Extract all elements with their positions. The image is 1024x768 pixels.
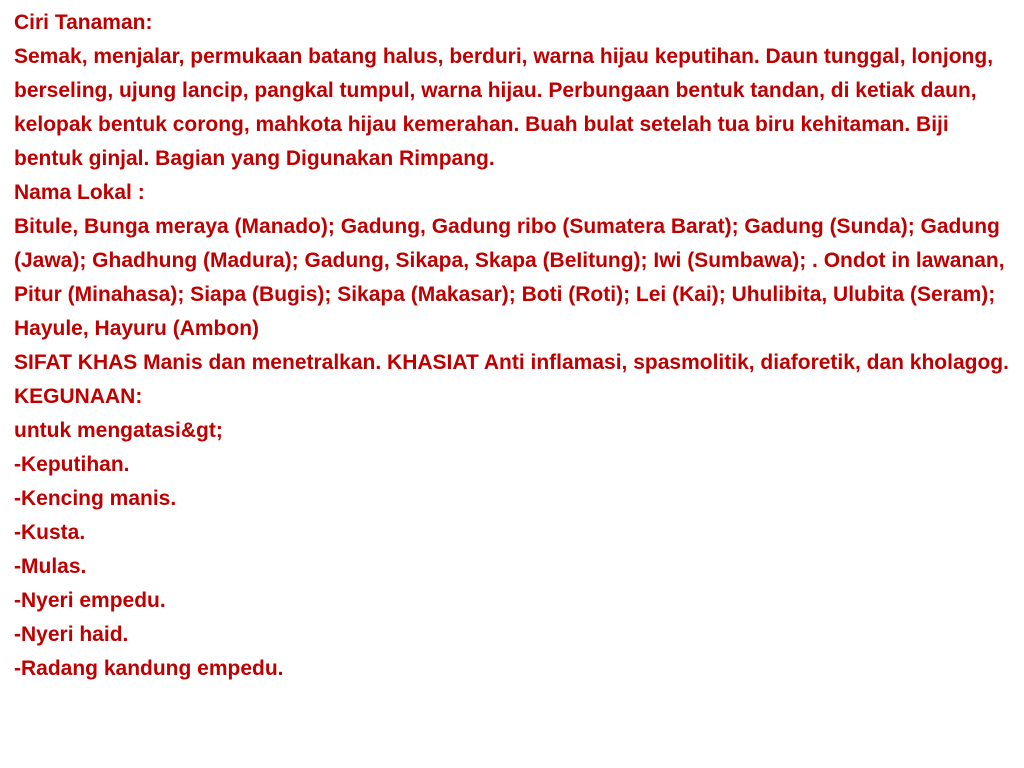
list-item: -Kencing manis. (14, 487, 177, 510)
list-item: -Nyeri haid. (14, 623, 129, 646)
list-item: -Mulas. (14, 555, 87, 578)
list-item: -Nyeri empedu. (14, 589, 166, 612)
heading-kegunaan: KEGUNAAN: (14, 385, 143, 408)
heading-ciri-tanaman: Ciri Tanaman: (14, 11, 153, 34)
list-item: -Kusta. (14, 521, 86, 544)
paragraph-ciri-tanaman: Semak, menjalar, permukaan batang halus, berduri, warna hijau keputihan. Daun tunggal, lonjong, berseling, ujung lancip, pangkal tumpul, warna hijau. Perbungaan bentuk tandan, di ketiak daun, kelopak bentuk corong, mahkota hijau kemerahan. Buah bulat setelah tua biru kehitaman. Biji bentuk ginjal. Bagian yang Digunakan Rimpang. (14, 45, 994, 170)
list-item: -Keputihan. (14, 453, 130, 476)
paragraph-sifat-khasiat: SIFAT KHAS Manis dan menetralkan. KHASIAT Anti inflamasi, spasmolitik, diaforetik, dan kholagog. (14, 351, 1009, 374)
slide-text-body (14, 6, 1010, 686)
heading-nama-lokal: Nama Lokal : (14, 181, 145, 204)
paragraph-nama-lokal: Bitule, Bunga meraya (Manado); Gadung, Gadung ribo (Sumatera Barat); Gadung (Sunda); Gadung (Jawa); Ghadhung (Madura); Gadung, Sikapa, Skapa (BeIitung); Iwi (Sumbawa); . Ondot in lawanan, Pitur (Minahasa); Siapa (Bugis); Sikapa (Makasar); Boti (Roti); Lei (Kai); Uhulibita, Ulubita (Seram); Hayule, Hayuru (Ambon) (14, 215, 1005, 340)
list-item: -Radang kandung empedu. (14, 657, 284, 680)
kegunaan-intro: untuk mengatasi&gt; (14, 419, 223, 442)
